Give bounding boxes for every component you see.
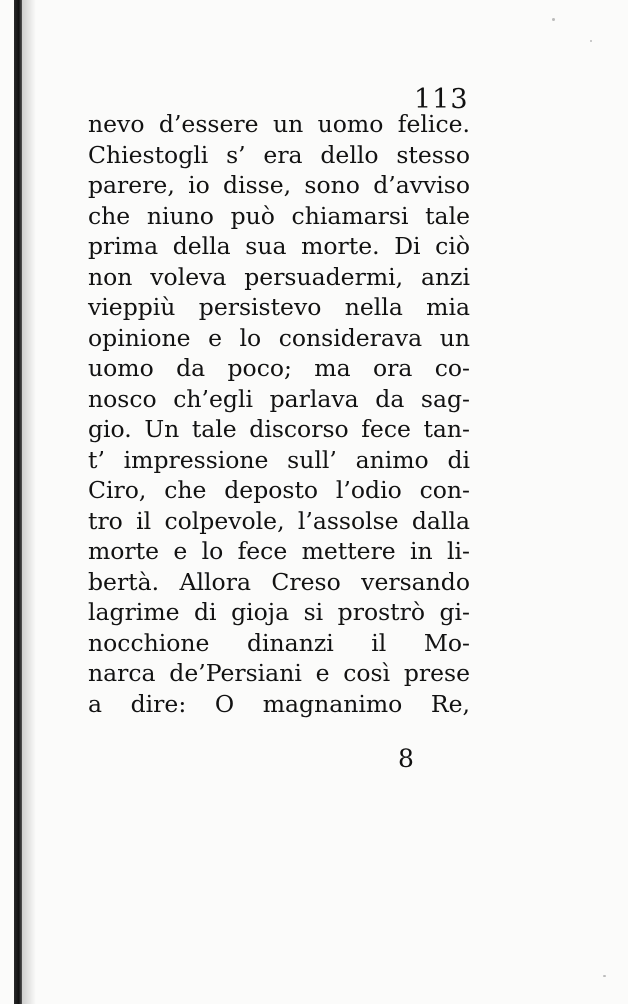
text-line: bertà. Allora Creso versando: [88, 567, 470, 596]
book-spine-edge: [14, 0, 22, 1004]
text-line: lagrime di gioja si prostrò gi-: [88, 598, 470, 626]
text-line: t’ impressione sull’ animo di: [88, 445, 470, 474]
text-line: tro il colpevole, l’assolse dalla: [88, 506, 470, 535]
paper-speck: [590, 40, 592, 42]
text-line: vieppiù persistevo nella mia: [88, 293, 470, 321]
text-line: che niuno può chiamarsi tale: [88, 201, 470, 230]
text-line: a dire: O magnanimo Re,: [88, 689, 470, 718]
body-text: [88, 109, 470, 719]
text-line: opinione e lo considerava un: [88, 323, 470, 352]
paper-speck: [552, 18, 555, 21]
text-line: parere, io disse, sono d’avviso: [88, 171, 470, 199]
text-line: Chiestogli s’ era dello stesso: [88, 140, 470, 169]
text-line: nocchione dinanzi il Mo-: [88, 628, 470, 657]
text-line: uomo da poco; ma ora co-: [88, 354, 470, 382]
paper-speck: [603, 975, 606, 977]
gutter-shadow: [22, 0, 36, 1004]
text-line: morte e lo fece mettere in li-: [88, 537, 470, 565]
text-line: prima della sua morte. Di ciò: [88, 232, 470, 260]
signature-mark: 8: [398, 744, 414, 773]
text-line: nevo d’essere un uomo felice.: [88, 110, 470, 138]
text-line: non voleva persuadermi, anzi: [88, 262, 470, 291]
page-number: 113: [414, 84, 469, 115]
text-line: nosco ch’egli parlava da sag-: [88, 384, 470, 413]
text-line: narca de’Persiani e così prese: [88, 659, 470, 687]
text-line: gio. Un tale discorso fece tan-: [88, 415, 470, 443]
text-line: Ciro, che deposto l’odio con-: [88, 476, 470, 504]
